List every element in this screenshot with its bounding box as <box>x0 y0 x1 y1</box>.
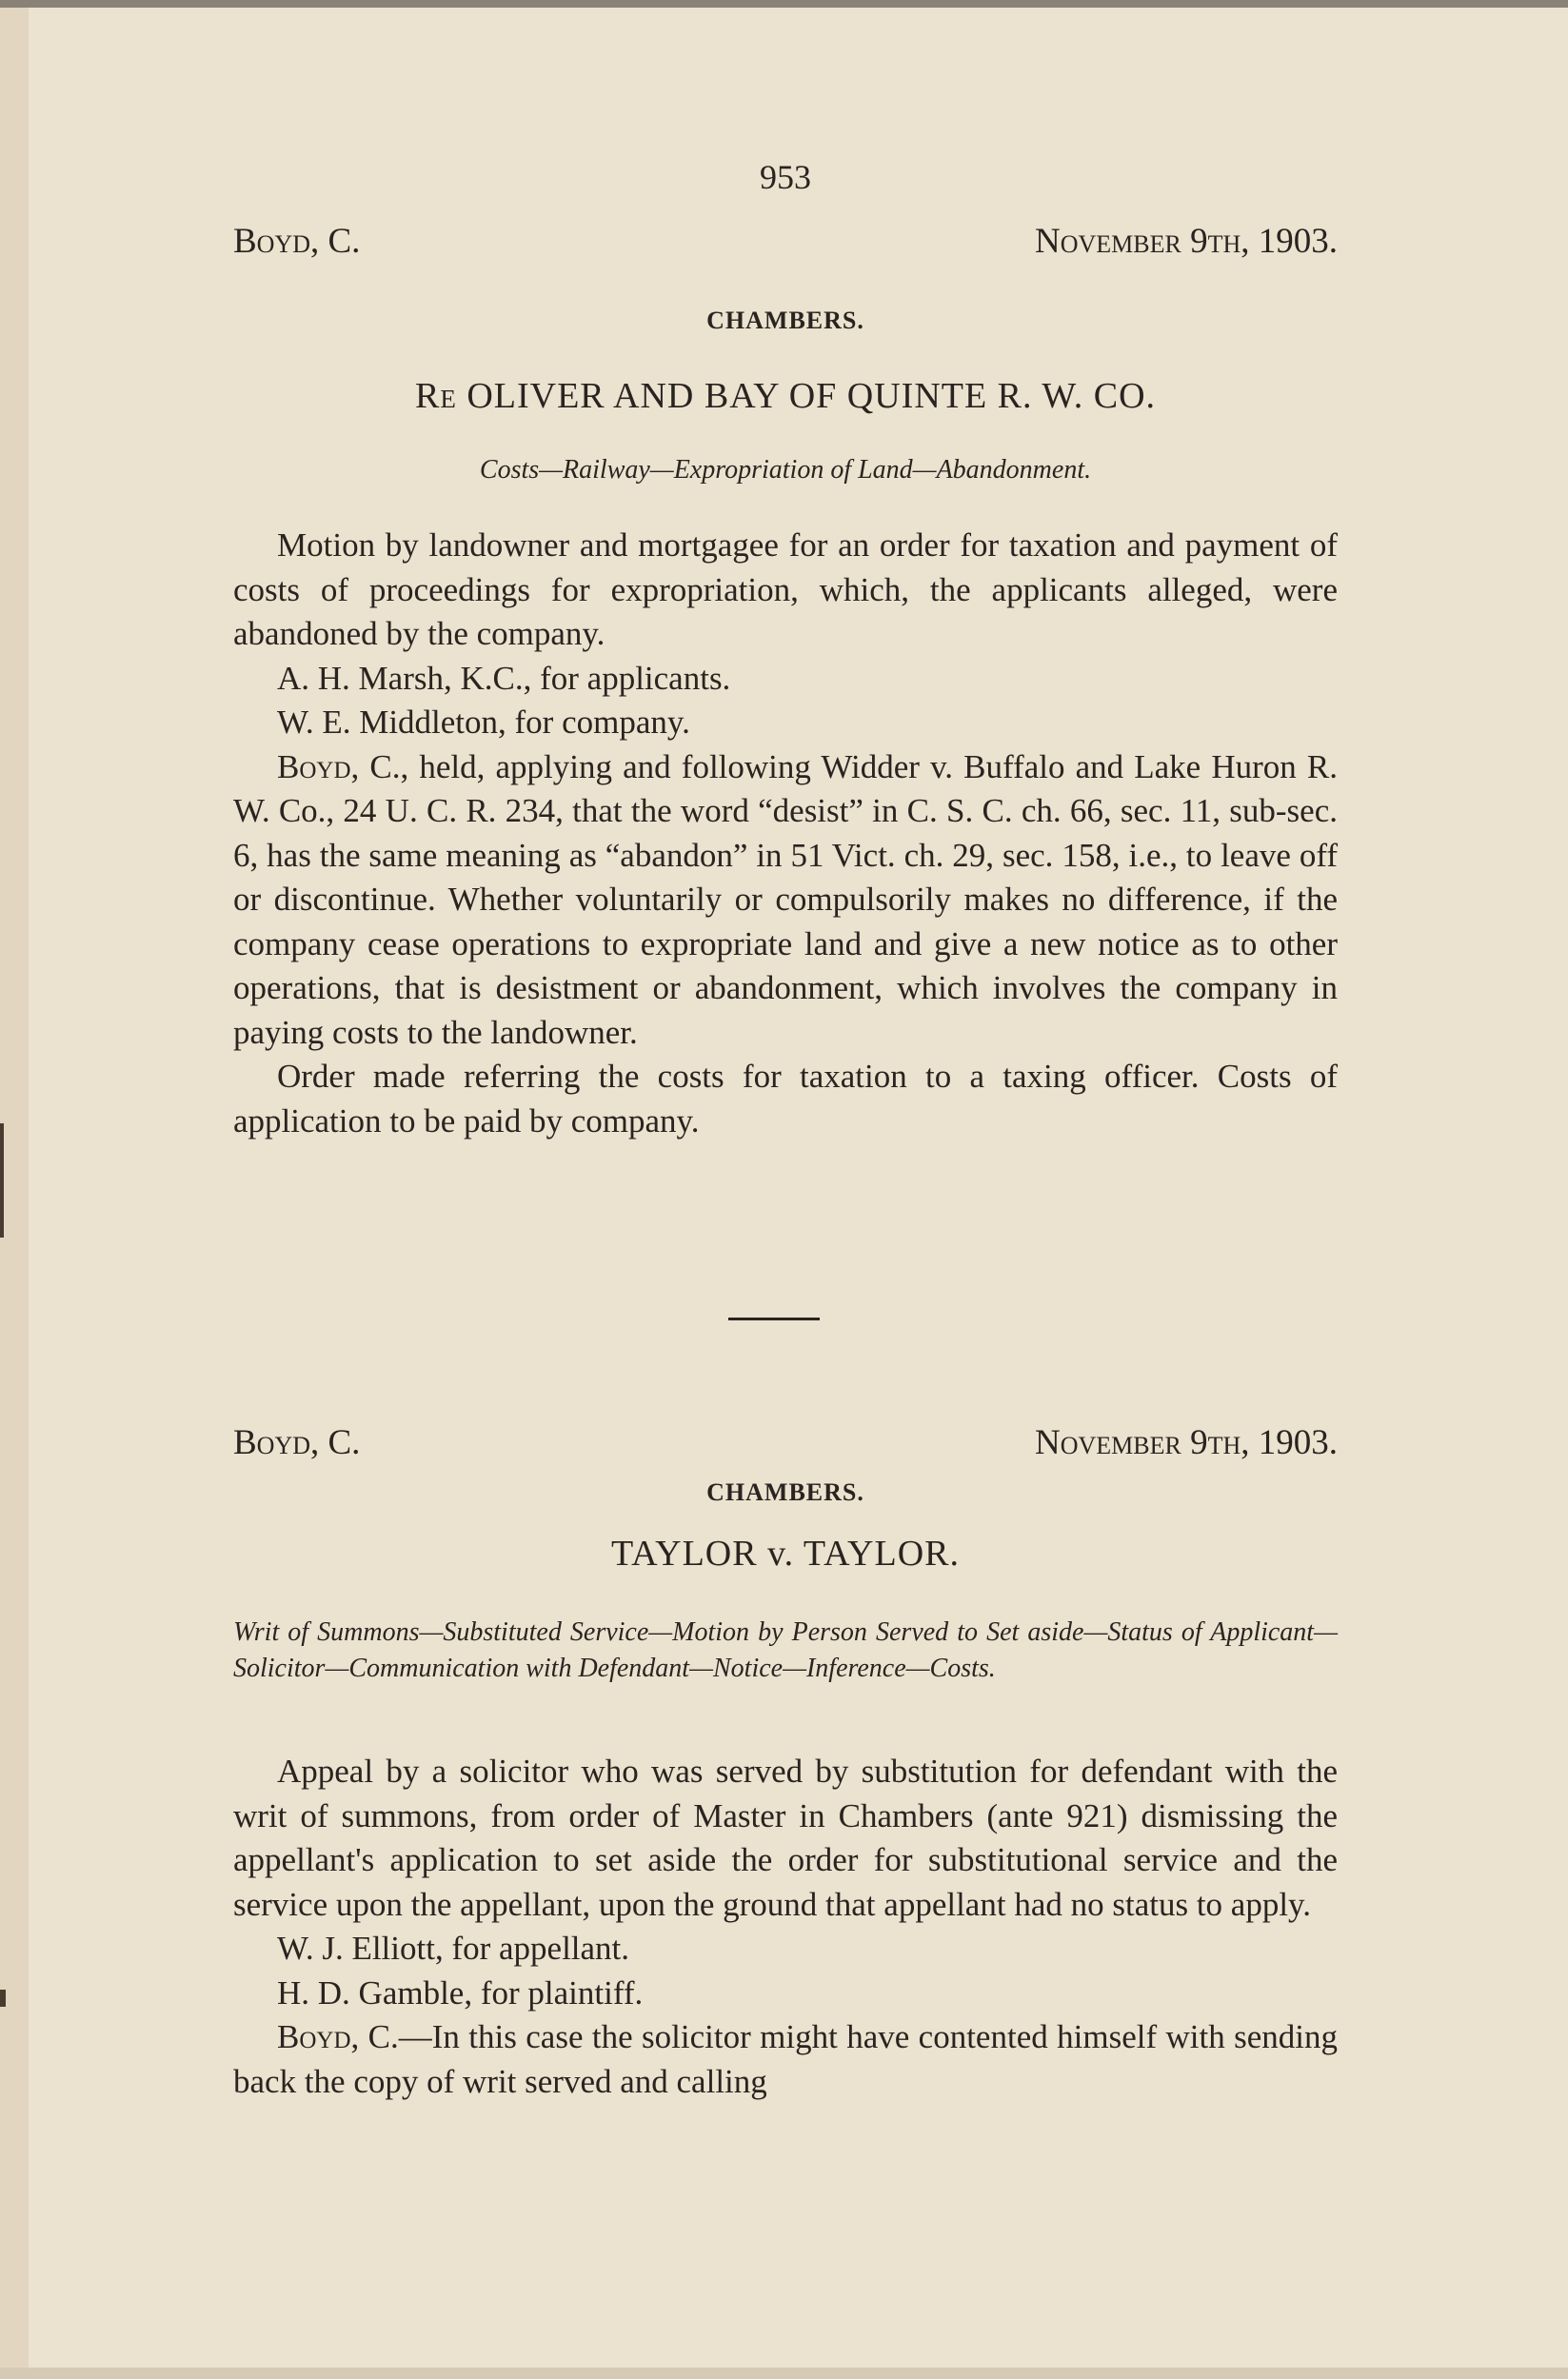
page-top-edge <box>0 0 1568 8</box>
case2-catchwords: Writ of Summons—Substituted Service—Motion by Person Served to Set aside—Status of Applicant—Solicitor—Communication with Defendant—Notice—Inference—Costs. <box>233 1617 1338 1683</box>
case2-closing <box>233 2015 1338 2104</box>
case2-paragraph: W. J. Elliott, for appellant. <box>277 1930 630 1967</box>
case1-paragraph: W. E. Middleton, for company. <box>277 704 690 741</box>
case1-order: Order made referring the costs for taxation to a taxing officer. Costs of application to be paid by company. <box>233 1058 1338 1140</box>
margin-mark <box>0 1123 4 1238</box>
margin-mark <box>0 1990 6 2007</box>
case2-closing-text: , C.—In this case the solicitor might have contented himself with sending back the copy of writ served and calling <box>233 2018 1338 2100</box>
case1-holding <box>233 745 1338 1056</box>
section-divider <box>728 1318 820 1320</box>
case1-paragraph: Motion by landowner and mortgagee for an order for taxation and payment of costs of proceedings for expropriation, which, the applicants alleged, were abandoned by the company. <box>233 526 1338 652</box>
case1-holding-text: , C., held, applying and following Widder v. Buffalo and Lake Huron R. W. Co., 24 U. C. R. 234, that the word “desist” in C. S. C. ch. 66, sec. 11, sub-sec. 6, has the same meaning as “abandon” in 51 Vict. ch. 29, sec. 158, i.e., to leave off or discontinue. Whether voluntarily or compulsorily makes no difference, if the company cease operations to expropriate land and give a new notice as to other operations, that is desistment or abandonment, which involves the company in paying costs to the landowner. <box>233 747 1338 1051</box>
case1-holding-judge: Boyd <box>277 747 351 785</box>
case2-closing-judge: Boyd <box>277 2018 351 2055</box>
case2-paragraph: H. D. Gamble, for plaintiff. <box>277 1973 644 2012</box>
case1-body <box>233 524 1338 1143</box>
case1-paragraph: A. H. Marsh, K.C., for applicants. <box>277 659 731 697</box>
case1-catchwords: Costs—Railway—Expropriation of Land—Abandonment. <box>479 455 1092 485</box>
case1-judge: Boyd, C. <box>233 222 361 261</box>
page-number: 953 <box>760 158 811 196</box>
case2-title: TAYLOR v. TAYLOR. <box>611 1534 960 1574</box>
case2-judge: Boyd, C. <box>233 1423 361 1462</box>
case1-title-text: OLIVER AND BAY OF QUINTE R. W. CO. <box>466 376 1157 416</box>
case1-title <box>233 375 1338 417</box>
case1-date: November 9th, 1903. <box>1035 222 1338 261</box>
case2-paragraph: Appeal by a solicitor who was served by substitution for defendant with the writ of summons, from order of Master in Chambers (ante 921) dismissing the appellant's application to set aside the order for substitutional service and the service upon the appellant, upon the ground that appellant had no status to apply. <box>233 1753 1338 1923</box>
case1-title-prefix: Re <box>414 376 457 416</box>
case2-date: November 9th, 1903. <box>1035 1423 1338 1462</box>
page-bottom-edge <box>0 2368 1568 2379</box>
page-gutter-shade <box>0 8 29 2368</box>
case2-chambers: CHAMBERS. <box>706 1478 864 1506</box>
case1-chambers: CHAMBERS. <box>706 307 864 334</box>
case2-body <box>233 1750 1338 2104</box>
